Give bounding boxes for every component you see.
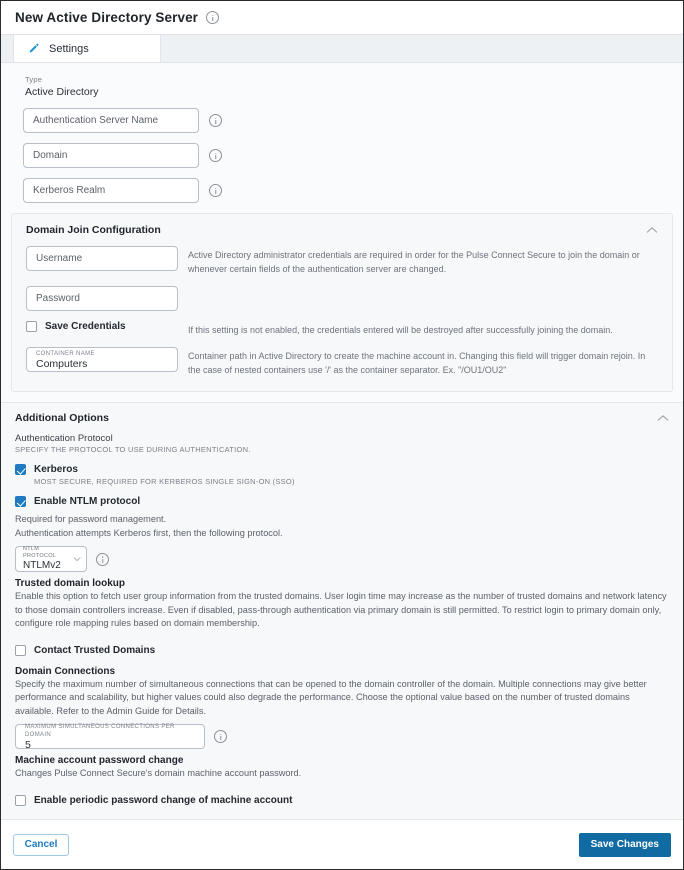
info-circle-icon[interactable] — [206, 11, 219, 24]
periodic-password-change-label: Enable periodic password change of machine account — [34, 794, 293, 806]
info-circle-icon[interactable] — [209, 149, 222, 162]
contact-trusted-domains-label: Contact Trusted Domains — [34, 644, 156, 656]
domain-connections-heading: Domain Connections — [15, 665, 116, 677]
domain-input[interactable]: Domain — [23, 143, 199, 168]
domain-join-header[interactable] — [26, 224, 658, 236]
container-name-label: CONTAINER NAME — [36, 350, 95, 357]
machine-password-heading: Machine account password change — [15, 755, 184, 766]
tab-strip — [1, 34, 683, 63]
info-circle-icon[interactable] — [209, 184, 222, 197]
page-header — [1, 1, 683, 34]
save-credentials-checkbox[interactable] — [26, 321, 188, 332]
additional-options-header[interactable] — [15, 412, 669, 424]
domain-join-title: Domain Join Configuration — [26, 224, 161, 236]
info-circle-icon[interactable] — [96, 553, 109, 566]
type-block — [1, 63, 683, 108]
tab-settings-label: Settings — [49, 42, 89, 55]
info-circle-icon[interactable] — [209, 114, 222, 127]
machine-password-body: Changes Pulse Connect Secure's domain machine account password. — [15, 768, 302, 778]
ntlm-protocol-label: NTLM PROTOCOL — [23, 546, 57, 559]
save-changes-button[interactable]: Save Changes — [579, 833, 671, 857]
pencil-icon — [28, 43, 40, 55]
max-connections-row — [15, 724, 669, 749]
ntlm-protocol-select[interactable] — [15, 546, 87, 572]
additional-options-title: Additional Options — [15, 412, 109, 424]
ntlm-note-line2: Authentication attempts Kerberos first, then the following protocol. — [15, 527, 283, 538]
save-credentials-help-text: If this setting is not enabled, the credentials entered will be destroyed after successfully joining the domain. — [188, 325, 613, 335]
chevron-up-icon[interactable] — [646, 226, 658, 234]
auth-server-name-row — [1, 108, 683, 133]
trusted-domain-heading: Trusted domain lookup — [15, 578, 126, 589]
ntlm-checkbox[interactable] — [15, 496, 669, 507]
checkbox-box[interactable] — [26, 321, 37, 332]
username-help-text: Active Directory administrator credentials are required in order for the Pulse Connect Secure to join the domain or whenever certain fields of the authentication server are changed. — [188, 250, 640, 274]
type-value: Active Directory — [25, 86, 99, 98]
ntlm-protocol-row — [15, 546, 669, 572]
kerberos-realm-row — [1, 178, 683, 203]
kerberos-realm-input[interactable]: Kerberos Realm — [23, 178, 199, 203]
contact-trusted-domains-checkbox[interactable] — [15, 645, 669, 656]
password-input[interactable]: Password — [26, 286, 178, 311]
chevron-down-icon[interactable] — [73, 556, 81, 562]
page-title: New Active Directory Server — [15, 10, 199, 25]
container-name-help-text: Container path in Active Directory to create the machine account in. Changing this field will trigger domain rejoin. In the case of nested containers use '/' as the container separator. Ex. "/OU1/OU2" — [188, 351, 646, 375]
domain-join-panel — [11, 213, 673, 392]
auth-server-name-input[interactable]: Authentication Server Name — [23, 108, 199, 133]
checkbox-box[interactable] — [15, 645, 26, 656]
kerberos-note: MOST SECURE, REQUIRED FOR KERBEROS SINGLE SIGN-ON (SSO) — [34, 477, 295, 486]
domain-row — [1, 143, 683, 168]
ntlm-label: Enable NTLM protocol — [34, 496, 141, 507]
ntlm-note-line1: Required for password management. — [15, 514, 167, 524]
username-input[interactable]: Username — [26, 246, 178, 271]
save-credentials-row — [26, 321, 658, 337]
auth-protocol-heading: Authentication Protocol — [15, 433, 113, 444]
checkbox-box[interactable] — [15, 464, 26, 475]
chevron-up-icon[interactable] — [657, 414, 669, 422]
periodic-password-change-checkbox[interactable] — [15, 795, 669, 806]
trusted-domain-body: Enable this option to fetch user group information from the trusted domains. User login time may increase as the number of trusted domains and network latency to those domain controllers increase. Even if disabled, pass-through authentication via primary domain is still permitted. To restrict login to primary domain only, configure role mapping rules based on domain membership. — [15, 591, 667, 628]
container-name-input[interactable] — [26, 347, 178, 372]
max-connections-label: MAXIMUM SIMULTANEOUS CONNECTIONS PER DOMAIN — [25, 723, 175, 738]
max-connections-value: 5 — [25, 738, 31, 751]
username-row — [26, 246, 658, 276]
save-credentials-label: Save Credentials — [45, 321, 126, 332]
settings-content — [1, 63, 683, 819]
domain-connections-body: Specify the maximum number of simultaneous connections that can be opened to the domain controller of the domain. Multiple connections may give better performance and scalability, but higher values could also degrade the performance. Choose the optional value based on the number of trusted domains available. Refer to the Admin Guide for Details. — [15, 678, 647, 716]
type-label: Type — [25, 75, 43, 84]
cancel-button[interactable]: Cancel — [13, 834, 69, 856]
container-name-row — [26, 347, 658, 377]
kerberos-label: Kerberos — [34, 464, 78, 475]
auth-protocol-subheading: SPECIFY THE PROTOCOL TO USE DURING AUTHENTICATION. — [15, 445, 251, 454]
info-circle-icon[interactable] — [214, 730, 227, 743]
checkbox-box[interactable] — [15, 496, 26, 507]
tab-settings[interactable] — [13, 35, 161, 62]
checkbox-box[interactable] — [15, 795, 26, 806]
max-connections-input[interactable] — [15, 724, 205, 749]
container-name-value: Computers — [36, 357, 88, 370]
footer-actions — [1, 819, 683, 869]
additional-options-section — [1, 402, 683, 819]
password-row — [26, 286, 658, 311]
kerberos-checkbox[interactable] — [15, 464, 669, 475]
ntlm-protocol-value: NTLMv2 — [23, 560, 61, 571]
